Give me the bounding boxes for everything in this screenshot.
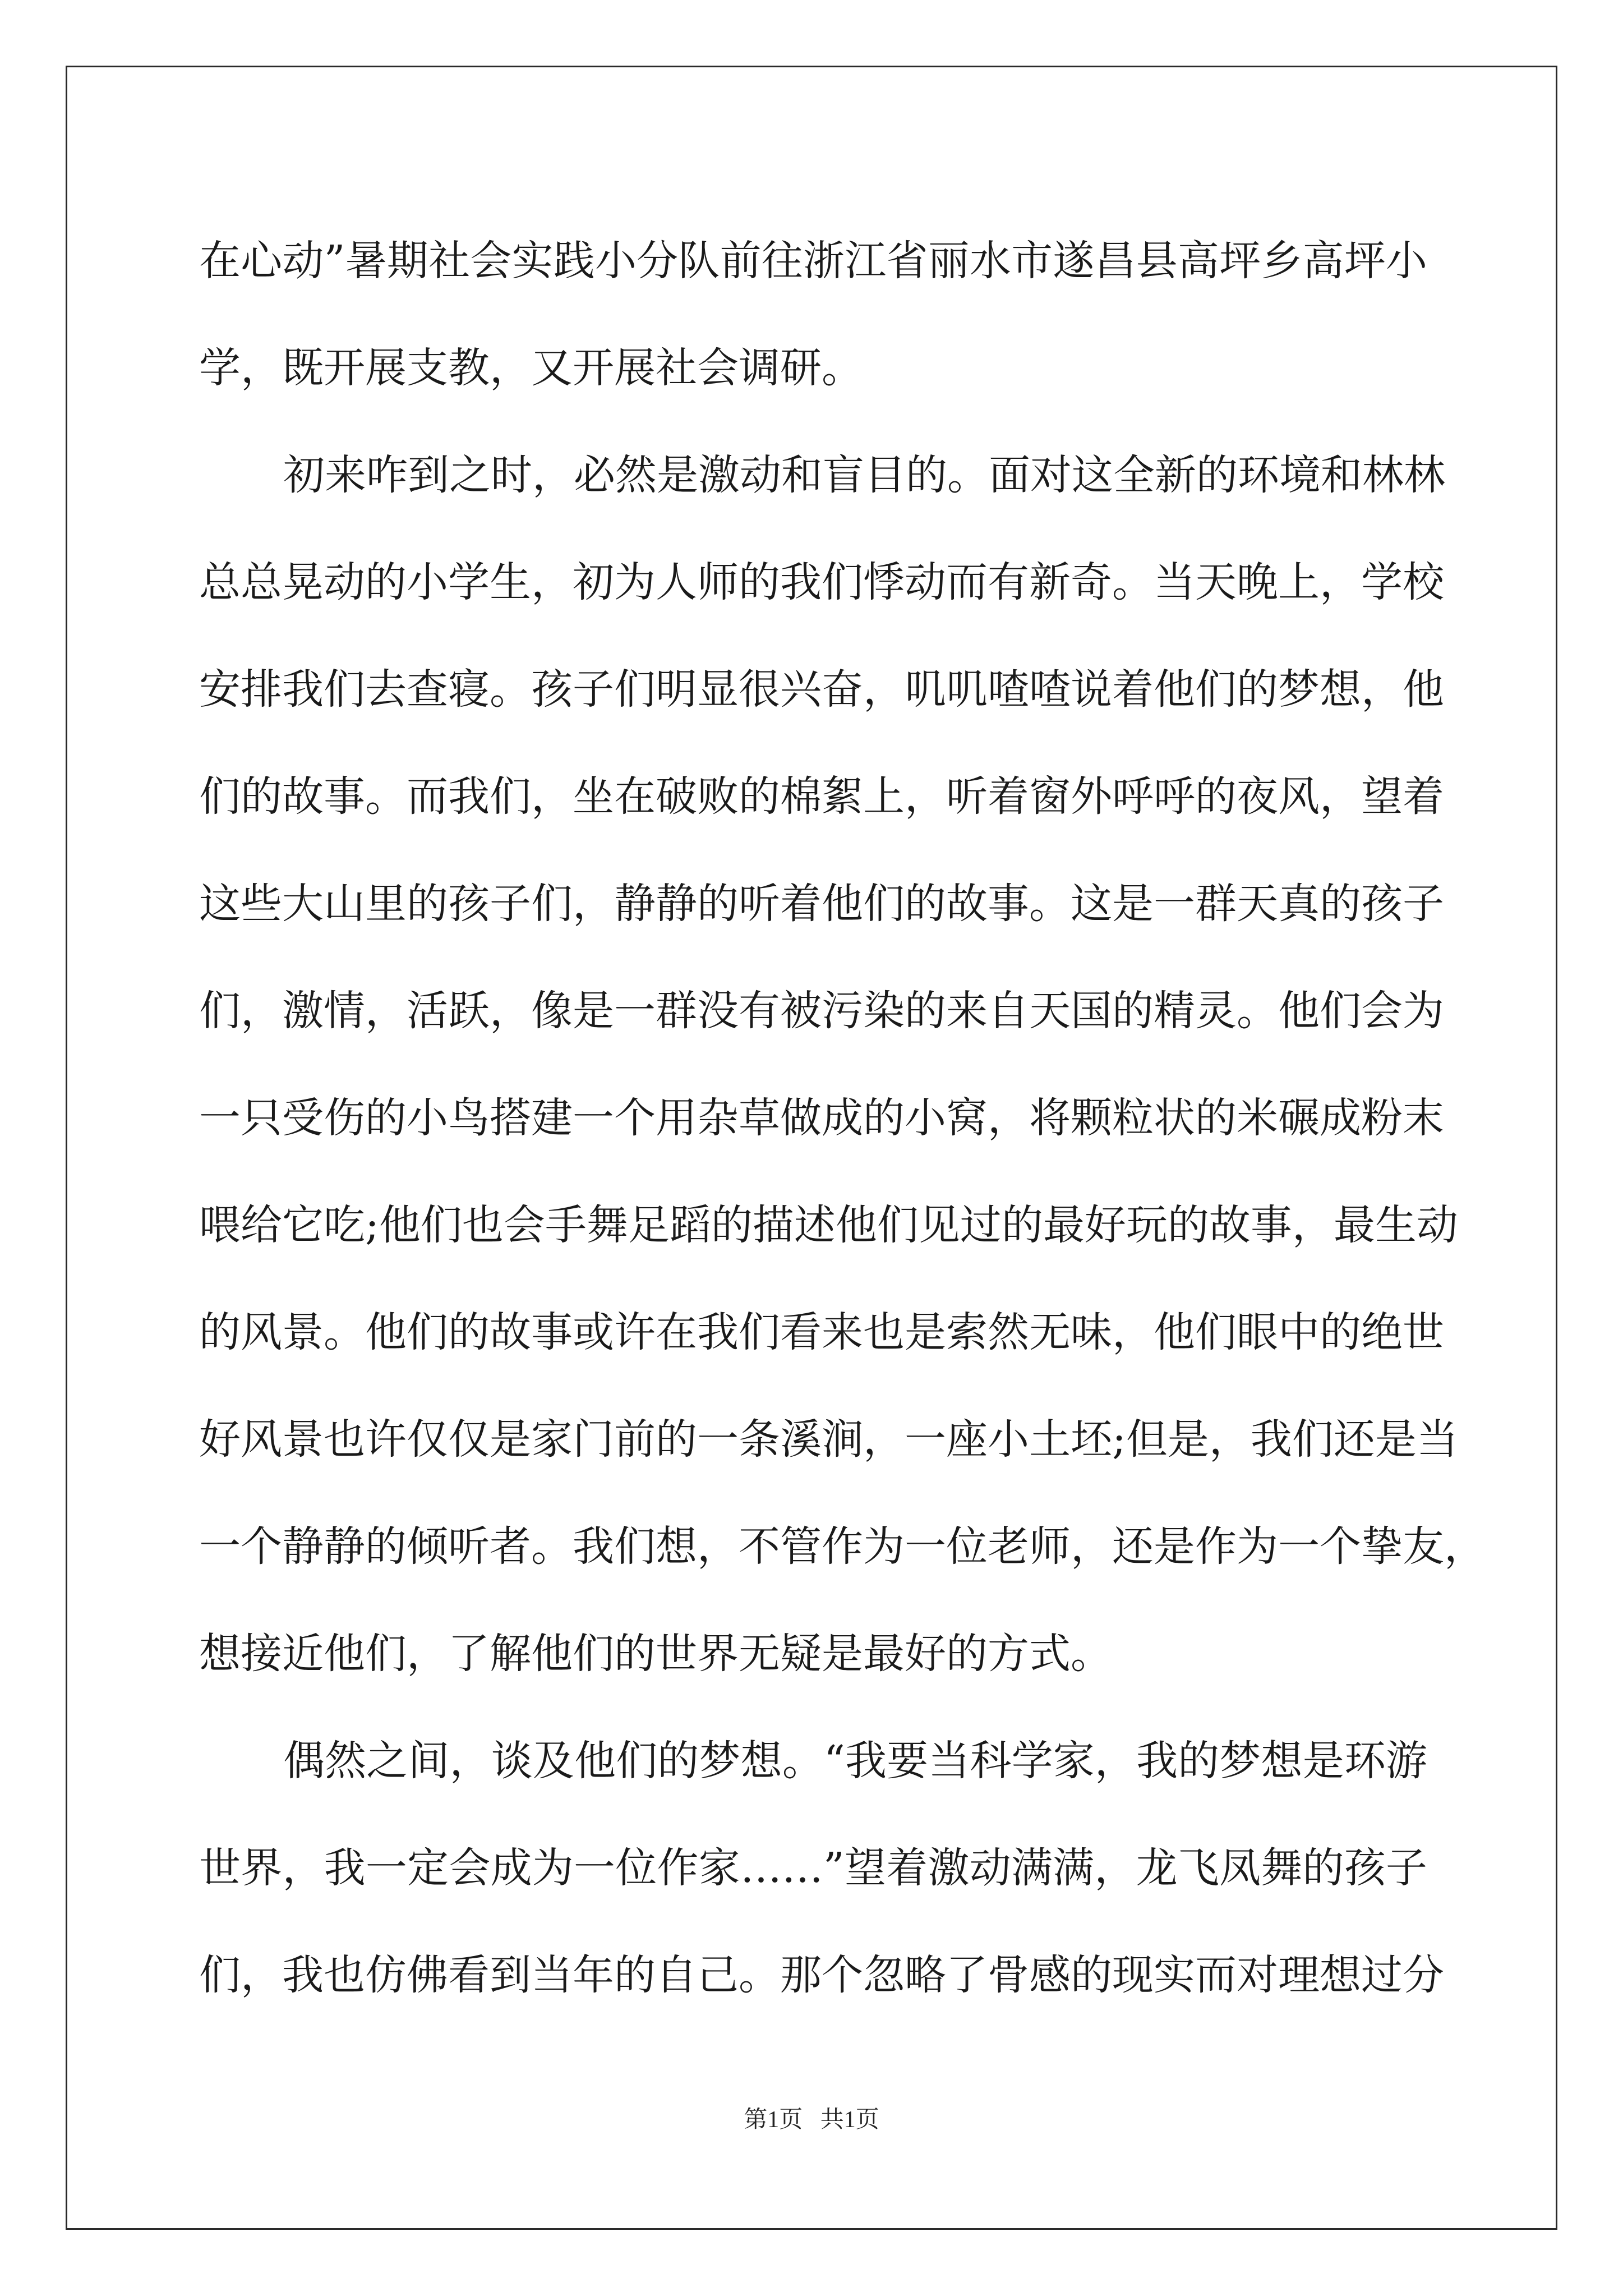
text-line: 们的故事。而我们，坐在破败的棉絮上，听着窗外呼呼的夜风，望着: [199, 772, 1444, 821]
text-line: 们，我也仿佛看到当年的自己。那个忽略了骨感的现实而对理想过分: [199, 1951, 1444, 1999]
text-line: 这些大山里的孩子们，静静的听着他们的故事。这是一群天真的孩子: [199, 880, 1444, 928]
text-line: 偶然之间，谈及他们的梦想。“我要当科学家，我的梦想是环游: [283, 1737, 1427, 1785]
text-line: 一个静静的倾听者。我们想，不管作为一位老师，还是作为一个挚友，: [199, 1522, 1486, 1571]
text-line: 世界，我一定会成为一位作家……”望着激动满满，龙飞凤舞的孩子: [199, 1844, 1427, 1892]
page-footer: 第1页 共1页: [744, 2107, 879, 2133]
text-line: 们，激情，活跃，像是一群没有被污染的来自天国的精灵。他们会为: [199, 987, 1444, 1035]
text-line: 的风景。他们的故事或许在我们看来也是索然无味，他们眼中的绝世: [199, 1308, 1444, 1356]
text-line: 总总晃动的小学生，初为人师的我们悸动而有新奇。当天晚上，学校: [199, 558, 1444, 606]
text-line: 初来咋到之时，必然是激动和盲目的。面对这全新的环境和林林: [283, 451, 1445, 499]
text-line: 一只受伤的小鸟搭建一个用杂草做成的小窝，将颗粒状的米碾成粉末: [199, 1094, 1444, 1142]
text-line: 喂给它吃;他们也会手舞足蹈的描述他们见过的最好玩的故事，最生动: [199, 1201, 1458, 1249]
text-line: 想接近他们，了解他们的世界无疑是最好的方式。: [199, 1630, 1112, 1678]
text-line: 好风景也许仅仅是家门前的一条溪涧，一座小土坯;但是，我们还是当: [199, 1415, 1458, 1464]
text-line: 安排我们去查寝。孩子们明显很兴奋，叽叽喳喳说着他们的梦想，他: [199, 665, 1444, 714]
text-line: 学，既开展支教，又开展社会调研。: [199, 344, 863, 392]
text-line: 在心动”暑期社会实践小分队前往浙江省丽水市遂昌县高坪乡高坪小: [199, 237, 1427, 285]
document-body: [199, 208, 1486, 2029]
